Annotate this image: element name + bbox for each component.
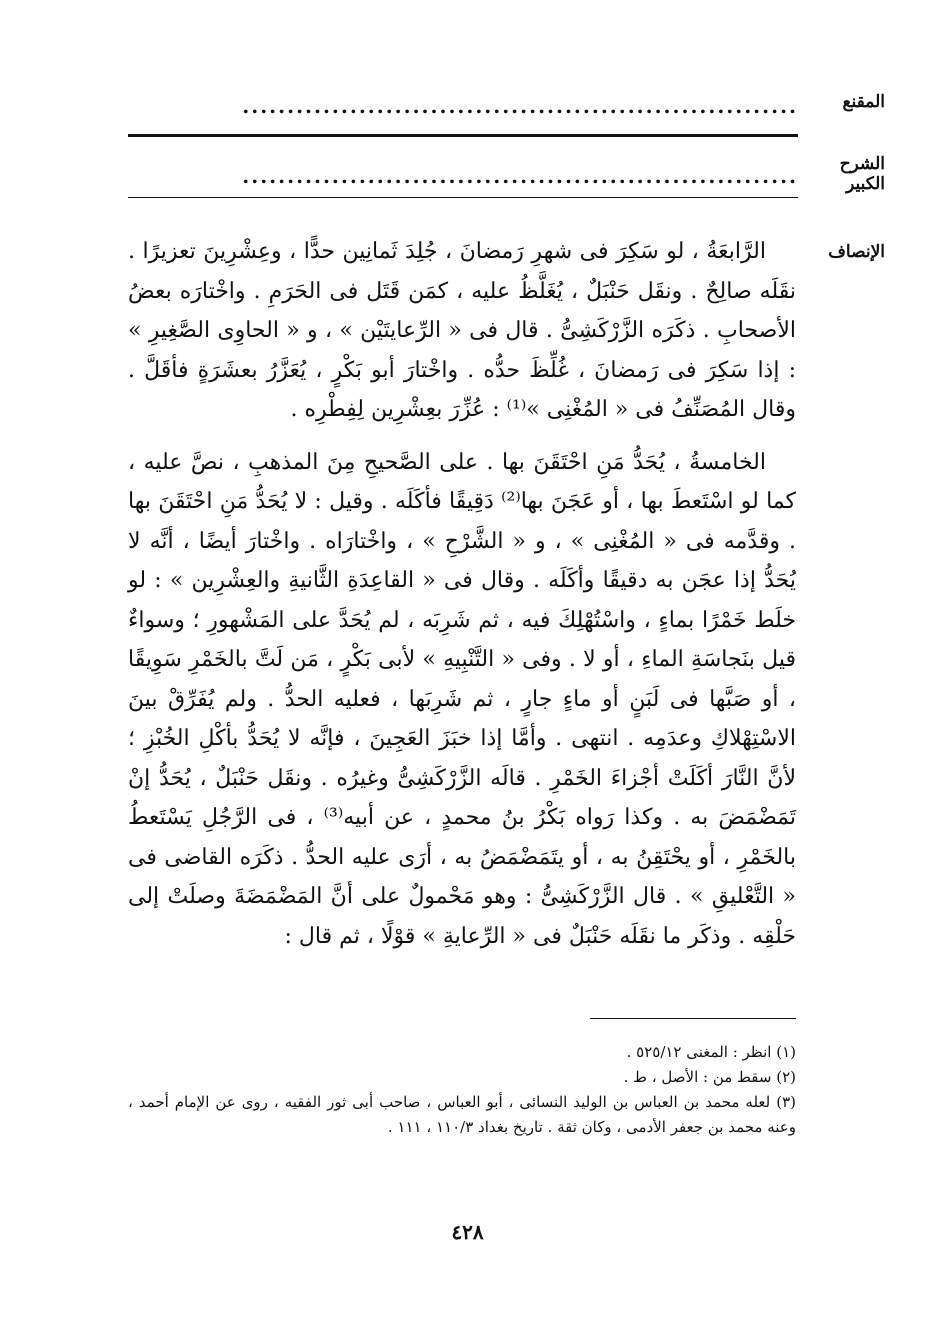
thin-divider — [128, 197, 798, 198]
paragraph-fourth: الرَّابعَةُ ، لو سَكِرَ فى شهرِ رَمضانَ ، جُلِدَ ثَمانِين حدًّا ، وعِشْرِينَ تعزيرًا . نقَلَه صالِحٌ . ونقَل حَنْبَلٌ ، يُغَلَّظُ عليه ، كمَن قَتَل فى الحَرَمِ . واخْتارَه بعضُ الأصحابِ . ذكَرَه الزَّرْكَشِىُّ . قال فى « الرِّعايتَيْن » ، و « الحاوِى الصَّغِيرِ » : إذا سَكِرَ فى رَمضانَ ، غُلِّظَ حدُّه . واخْتارَ أبو بَكْرٍ ، يُعَزَّرُ بعشَرَةٍ فأقَلَّ . وقال المُصَنِّفُ فى « المُغْنِى »⁽¹⁾ : عُزِّرَ بعِشْرِين لِفِطْرِه . — [128, 239, 796, 422]
footnote-2: (٢) سقط من : الأصل ، ط . — [623, 1068, 796, 1086]
sharh-dotted-line: .............................................................. — [242, 166, 798, 186]
sharh-label: الشرح الكبير — [839, 154, 885, 194]
muqni-label: المقنع — [842, 92, 885, 112]
insaf-label: الإنصاف — [828, 242, 885, 262]
paragraph-fifth: الخامسةُ ، يُحَدُّ مَنِ احْتَقَنَ بها . على الصَّحيحِ مِنَ المذهبِ ، نصَّ عليه ، كما لو اسْتَعطَ بها ، أو عَجَنَ بها⁽²⁾ دَقِيقًا فأكَلَه . وقيل : لا يُحَدُّ مَنِ احْتَقَنَ بها . وقدَّمه فى « المُغْنِى » ، و « الشَّرْحِ » ، واخْتارَاه . واخْتارَ أيضًا ، أنَّه لا يُحَدُّ إذا عجَن به دقيقًا وأكَلَه . وقال فى « القاعِدَةِ الثَّانيةِ والعِشْرِين » : لو خلَط خَمْرًا بماءٍ ، واسْتُهْلِكَ فيه ، ثم شَرِبَه ، لم يُحَدَّ على المَشْهورِ ؛ وسواءٌ قيل بنَجاسَةِ الماءِ ، أو لا . وفى « التَّنْبِيهِ » لأبى بَكْرٍ ، مَن لَتَّ بالخَمْرِ سَوِيقًا ، أو صَبَّها فى لَبَنٍ أو ماءٍ جارٍ ، ثم شَرِبَها ، فعليه الحدُّ . ولم يُفَرِّقْ بينَ الاسْتِهْلاكِ وعدَمِه . انتهى . وأمَّا إذا خبَزَ العَجِينَ ، فإنَّه لا يُحَدُّ بأكْلِ الخُبْزِ ؛ لأنَّ النَّارَ أكَلَتْ أجْزاءَ الخَمْرِ . قالَه الزَّرْكَشِىُّ وغيرُه . ونقَل حَنْبَلٌ ، يُحَدُّ إنْ تَمَضْمَضَ به . وكذا رَواه بَكْرُ بنُ محمدٍ ، عن أبيه⁽³⁾ ، فى الرَّجُلِ يَسْتَعطُ بالخَمْرِ ، أو يحْتَقِنُ به ، أو يتَمَضْمَضُ به ، أرَى عليه الحدُّ . ذكَرَه القاضى فى « التَّعْليقِ » . قال الزَّرْكَشِىُّ : وهو مَحْمولٌ على أنَّ المَضْمَضَةَ وصلَتْ إلى حَلْقِه . وذكَر ما نقَلَه حَنْبَلٌ فى « الرِّعايةِ » قوْلًا ، ثم قال : — [128, 449, 796, 949]
footnote-3: (٣) لعله محمد بن العباس بن الوليد النسائى ، أبو العباس ، صاحب أبى ثور الفقيه ، روى عن الإمام أحمد ، وعنه محمد بن جعفر الأدمى ، وكان ثقة . تاريخ بغداد ١١٠/٣ ، ١١١ . — [128, 1093, 796, 1136]
footnotes — [128, 1040, 796, 1140]
footnote-divider — [590, 1018, 796, 1019]
insaf-text — [128, 232, 796, 956]
footnote-1: (١) انظر : المغنى ٥٢٥/١٢ . — [626, 1043, 796, 1061]
thick-divider — [128, 134, 798, 137]
muqni-dotted-line: .............................................................. — [242, 96, 798, 116]
page-number: ٤٢٨ — [451, 1220, 484, 1244]
